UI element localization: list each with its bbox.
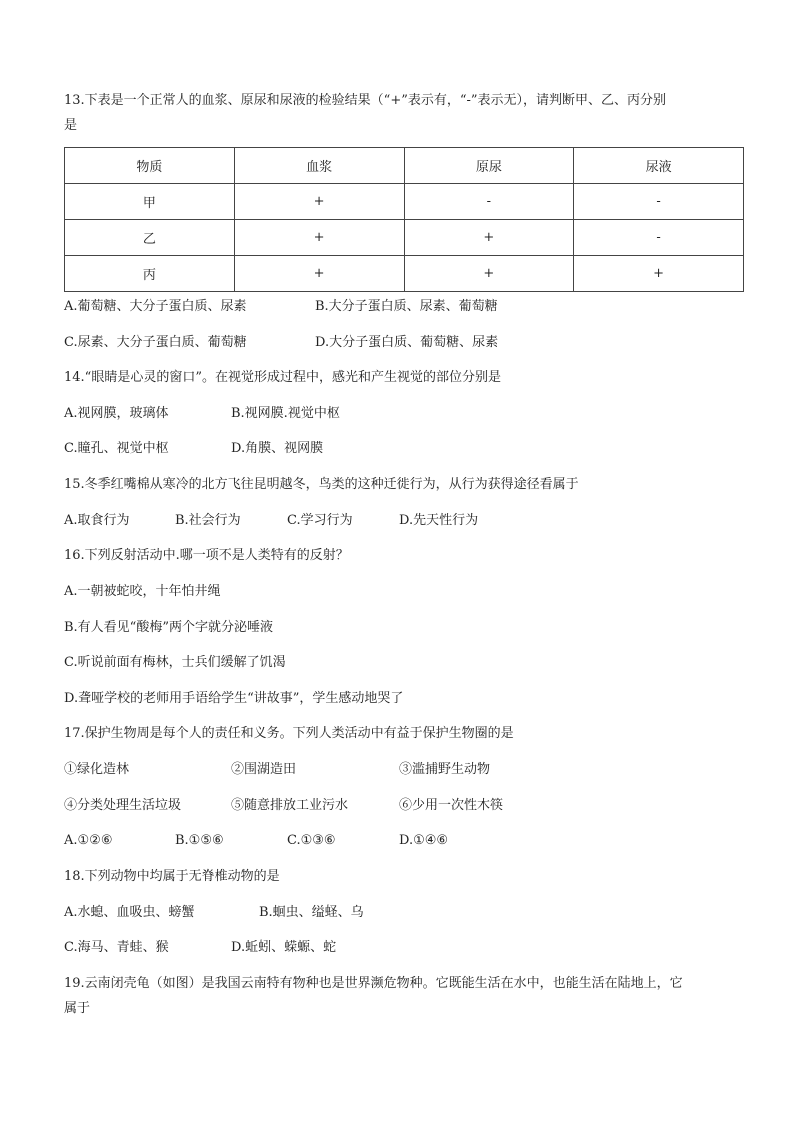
q13-option-b: B.大分子蛋白质、尿素、葡萄糖: [315, 299, 498, 314]
q15-option-c: C.学习行为: [287, 513, 353, 528]
table-header-row: [65, 148, 744, 184]
q13-option-d: D.大分子蛋白质、葡萄糖、尿素: [315, 335, 499, 350]
table-cell: +: [234, 220, 404, 256]
q17-item-3: ③滥捕野生动物: [399, 762, 491, 777]
q13-option-c: C.尿素、大分子蛋白质、葡萄糖: [64, 335, 247, 350]
q14-option-b: B.视网膜.视觉中枢: [231, 406, 340, 421]
table-header-cell: 血浆: [234, 148, 404, 184]
table-cell: 甲: [65, 184, 235, 220]
q17-stem: 17.保护生物周是每个人的责任和义务。下列人类活动中有益于保护生物圈的是: [64, 726, 514, 741]
q16-stem: 16.下列反射活动中.哪一项不是人类特有的反射？: [64, 548, 349, 563]
table-cell: +: [234, 256, 404, 292]
q15-stem: 15.冬季红嘴棉从寒冷的北方飞往昆明越冬，鸟类的这种迁徙行为，从行为获得途径看属于: [64, 477, 579, 492]
table-row: [65, 184, 744, 220]
q17-option-c: C.①③⑥: [287, 833, 336, 848]
q18-option-d: D.蚯蚓、蝾螈、蛇: [231, 940, 337, 955]
q15-option-d: D.先天性行为: [399, 513, 479, 528]
table-cell: -: [404, 184, 574, 220]
table-cell: 丙: [65, 256, 235, 292]
table-cell: +: [404, 256, 574, 292]
table-row: [65, 256, 744, 292]
q13-table: [64, 147, 744, 292]
q13-stem-line1: 13.下表是一个正常人的血浆、原尿和尿液的检验结果（“+”表示有，“-”表示无），请判断甲、乙、丙分别: [64, 93, 667, 108]
q14-option-d: D.角膜、视网膜: [231, 441, 324, 456]
q18-option-c: C.海马、青蛙、猴: [64, 940, 169, 955]
q15-option-b: B.社会行为: [175, 513, 241, 528]
q19-stem-line2: 属于: [64, 1001, 91, 1016]
q17-item-4: ④分类处理生活垃圾: [64, 798, 182, 813]
q14-stem: 14.“眼睛是心灵的窗口”。在视觉形成过程中，感光和产生视觉的部位分别是: [64, 370, 501, 385]
q14-option-a: A.视网膜，玻璃体: [64, 406, 169, 421]
table-cell: -: [574, 220, 744, 256]
q19-stem-line1: 19.云南闭壳龟（如图）是我国云南特有物种也是世界濒危物种。它既能生活在水中，也能生活在陆地上，它: [64, 976, 683, 991]
q18-option-a: A.水螅、血吸虫、螃蟹: [64, 905, 195, 920]
q18-option-b: B.蛔虫、缢蛏、乌: [259, 905, 364, 920]
table-cell: +: [234, 184, 404, 220]
q17-option-b: B.①⑤⑥: [175, 833, 224, 848]
table-cell: 乙: [65, 220, 235, 256]
q17-item-1: ①绿化造林: [64, 762, 130, 777]
table-row: [65, 220, 744, 256]
table-header-cell: 尿液: [574, 148, 744, 184]
q17-option-d: D.①④⑥: [399, 833, 449, 848]
table-cell: +: [574, 256, 744, 292]
q16-option-c: C.听说前面有梅林，士兵们缓解了饥渴: [64, 655, 286, 670]
q17-item-6: ⑥少用一次性木筷: [399, 798, 504, 813]
q13-option-a: A.葡萄糖、大分子蛋白质、尿素: [64, 299, 247, 314]
table-cell: +: [404, 220, 574, 256]
table-cell: -: [574, 184, 744, 220]
table-header-cell: 原尿: [404, 148, 574, 184]
q14-option-c: C.瞳孔、视觉中枢: [64, 441, 169, 456]
q17-item-2: ②围湖造田: [231, 762, 297, 777]
q16-option-d: D.聋哑学校的老师用手语给学生“讲故事”，学生感动地哭了: [64, 691, 404, 706]
q18-stem: 18.下列动物中均属于无脊椎动物的是: [64, 869, 280, 884]
table-header-cell: 物质: [65, 148, 235, 184]
q16-option-b: B.有人看见“酸梅”两个字就分泌唾液: [64, 620, 273, 635]
q15-option-a: A.取食行为: [64, 513, 130, 528]
q17-item-5: ⑤随意排放工业污水: [231, 798, 349, 813]
q17-option-a: A.①②⑥: [64, 833, 113, 848]
q13-stem-line2: 是: [64, 118, 78, 133]
q16-option-a: A.一朝被蛇咬，十年怕井绳: [64, 584, 221, 599]
